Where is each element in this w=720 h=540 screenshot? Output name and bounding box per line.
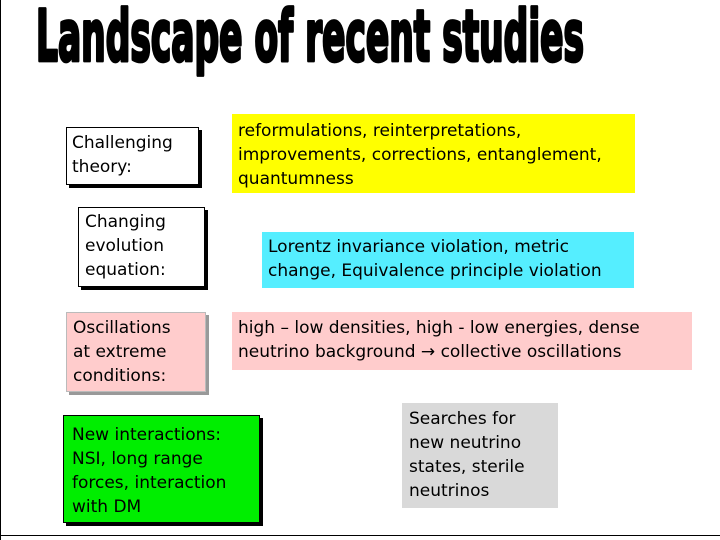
desc-densities: high – low densities, high - low energies, dense neutrino background → collective oscillations [232,312,692,370]
frame-left-border [0,0,1,540]
slide-title [30,2,590,80]
slide-title-text: Landscape of recent studies [36,0,585,78]
box-sterile-searches: Searches for new neutrino states, sterile neutrinos [402,403,558,508]
label-oscillations-extreme: Oscillations at extreme conditions: [66,312,206,392]
box-new-interactions: New interactions: NSI, long range forces, interaction with DM [63,415,260,523]
frame-bottom-border [0,535,720,536]
desc-lorentz-violation: Lorentz invariance violation, metric change, Equivalence principle violation [262,232,634,288]
desc-reformulations: reformulations, reinterpretations, improvements, corrections, entanglement, quantumness [232,114,635,193]
label-challenging-theory: Challenging theory: [66,127,199,185]
label-changing-evolution: Changing evolution equation: [78,207,205,287]
